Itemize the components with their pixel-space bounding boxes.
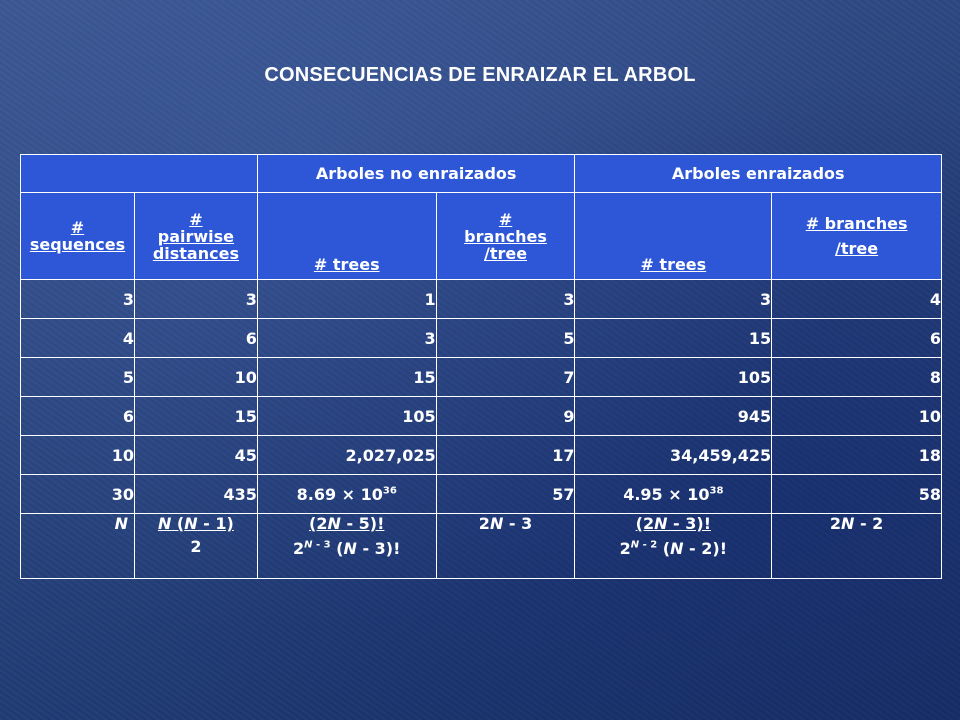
cell-trees-rooted: 3 [575,280,772,319]
col-header-branches-rooted: # branches /tree [772,193,942,280]
cell-branches-rooted: 10 [772,397,942,436]
cell-sequences: 10 [21,436,135,475]
cell-trees-unrooted-formula: (2N - 5)! $2^{N - 3}$ (N - 3)! [257,514,436,579]
cell-trees-unrooted: 3 [257,319,436,358]
col-header-trees-unrooted: # trees [257,193,436,280]
cell-pairwise: 45 [134,436,257,475]
cell-branches-rooted: 58 [772,475,942,514]
cell-trees-rooted: 34,459,425 [575,436,772,475]
cell-trees-unrooted-sci: $8.69 \times 10^{36}$ [257,475,436,514]
cell-trees-unrooted: 105 [257,397,436,436]
table-row [21,397,942,436]
cell-branches-rooted-formula: 2N - 2 [772,514,942,579]
trees-comparison-table [20,154,942,579]
cell-trees-rooted: 945 [575,397,772,436]
rooted-group-header: Arboles enraizados [575,155,942,193]
cell-sequences: 6 [21,397,135,436]
table-row [21,319,942,358]
table-row [21,436,942,475]
cell-branches-unrooted: 57 [436,475,575,514]
empty-corner-cell [21,155,258,193]
cell-pairwise: 10 [134,358,257,397]
cell-trees-unrooted: 2,027,025 [257,436,436,475]
cell-branches-unrooted: 3 [436,280,575,319]
cell-n: N [21,514,135,579]
cell-branches-unrooted-formula: 2N - 3 [436,514,575,579]
cell-branches-rooted: 18 [772,436,942,475]
cell-pairwise-formula: N (N - 1) 2 [134,514,257,579]
unrooted-group-header: Arboles no enraizados [257,155,575,193]
cell-sequences: 30 [21,475,135,514]
cell-branches-unrooted: 7 [436,358,575,397]
cell-trees-unrooted: 15 [257,358,436,397]
cell-trees-rooted: 15 [575,319,772,358]
column-header-row [21,193,942,280]
cell-trees-rooted: 105 [575,358,772,397]
cell-pairwise: 3 [134,280,257,319]
cell-trees-rooted-formula: (2N - 3)! $2^{N - 2}$ (N - 2)! [575,514,772,579]
slide-title: CONSECUENCIAS DE ENRAIZAR EL ARBOL [264,64,696,86]
cell-trees-unrooted: 1 [257,280,436,319]
cell-pairwise: 6 [134,319,257,358]
cell-branches-rooted: 4 [772,280,942,319]
cell-pairwise: 435 [134,475,257,514]
cell-branches-unrooted: 5 [436,319,575,358]
table-row [21,280,942,319]
col-header-sequences: # sequences [21,193,135,280]
cell-branches-rooted: 6 [772,319,942,358]
cell-pairwise: 15 [134,397,257,436]
group-header-row [21,155,942,193]
col-header-trees-rooted: # trees [575,193,772,280]
table-row [21,475,942,514]
cell-branches-rooted: 8 [772,358,942,397]
cell-sequences: 5 [21,358,135,397]
formula-row [21,514,942,579]
cell-branches-unrooted: 9 [436,397,575,436]
cell-branches-unrooted: 17 [436,436,575,475]
cell-trees-rooted-sci: $4.95 \times 10^{38}$ [575,475,772,514]
col-header-pairwise-distances: # pairwise distances [134,193,257,280]
col-header-branches-unrooted: # branches /tree [436,193,575,280]
cell-sequences: 3 [21,280,135,319]
table-row [21,358,942,397]
cell-sequences: 4 [21,319,135,358]
